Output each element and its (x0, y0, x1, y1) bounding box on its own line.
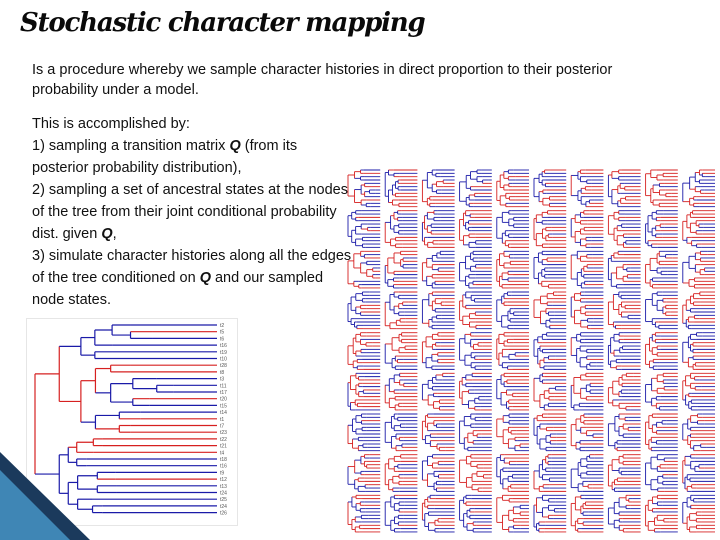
sampled-history-thumbnail (422, 455, 454, 492)
steps-heading: This is accomplished by: (32, 116, 190, 132)
sampled-history-thumbnail (683, 373, 715, 410)
tree-tip-label: t28 (220, 363, 227, 370)
sampled-history-thumbnail (348, 333, 380, 370)
sampled-history-thumbnail (646, 251, 678, 288)
sampled-history-thumbnail (571, 495, 603, 532)
tree-tip-label: t20 (220, 396, 227, 403)
sampled-history-thumbnail (385, 414, 417, 451)
sampled-history-thumbnail (683, 211, 715, 248)
sampled-history-thumbnail (646, 292, 678, 329)
sampled-history-thumbnail (460, 333, 492, 370)
tree-tip-label: t11 (220, 383, 227, 390)
tree-tip-label: t16 (220, 463, 227, 470)
sampled-history-thumbnail (608, 251, 640, 288)
sampled-history-thumbnail (646, 495, 678, 532)
sampled-history-thumbnail (460, 455, 492, 492)
tree-tip-label: t1 (220, 416, 225, 423)
sampled-history-thumbnail (683, 455, 715, 492)
sampled-history-thumbnail (683, 495, 715, 532)
sampled-history-thumbnail (683, 414, 715, 451)
sampled-history-thumbnail (497, 495, 529, 532)
sampled-history-thumbnail (534, 292, 566, 329)
sampled-history-thumbnail (348, 455, 380, 492)
sampled-history-thumbnail (608, 292, 640, 329)
sampled-history-thumbnail (348, 292, 380, 329)
tree-tip-label: t13 (220, 483, 227, 490)
sampled-history-thumbnail (497, 414, 529, 451)
sampled-history-thumbnail (460, 170, 492, 207)
sampled-history-thumbnail (422, 251, 454, 288)
steps-block (32, 113, 352, 311)
sampled-history-thumbnail (608, 373, 640, 410)
sampled-history-thumbnail (646, 414, 678, 451)
tree-tip-label: t15 (220, 403, 227, 410)
sampled-history-thumbnail (385, 333, 417, 370)
sampled-history-thumbnail (608, 211, 640, 248)
sampled-history-thumbnail (385, 292, 417, 329)
sampled-history-thumbnail (460, 251, 492, 288)
step-1: 1) sampling a transition matrix Q (from its posterior probability distribution), (32, 138, 298, 176)
sampled-history-thumbnail (571, 170, 603, 207)
sampled-history-thumbnail (571, 251, 603, 288)
sampled-history-thumbnail (348, 414, 380, 451)
sampled-history-thumbnail (646, 211, 678, 248)
sampled-history-thumbnail (571, 211, 603, 248)
sampled-history-thumbnail (646, 455, 678, 492)
sampled-history-thumbnail (497, 211, 529, 248)
sampled-history-thumbnail (497, 455, 529, 492)
sampled-history-thumbnail (646, 373, 678, 410)
sampled-history-thumbnail (497, 251, 529, 288)
sampled-history-thumbnail (534, 333, 566, 370)
sampled-history-thumbnail (385, 495, 417, 532)
tree-tip-label: t22 (220, 436, 227, 443)
sampled-history-thumbnail (460, 373, 492, 410)
sampled-history-thumbnail (348, 251, 380, 288)
sampled-history-thumbnail (497, 170, 529, 207)
sampled-history-thumbnail (534, 495, 566, 532)
sampled-history-thumbnail (348, 170, 380, 207)
grid-svg (346, 168, 718, 534)
sampled-history-thumbnail (385, 373, 417, 410)
sampled-history-thumbnail (422, 495, 454, 532)
intro-paragraph: Is a procedure whereby we sample character histories in direct proportion to their posterior probability under a model. (32, 62, 613, 98)
step-3: 3) simulate character histories along all the edges of the tree conditioned on Q and our sampled node states. (32, 248, 352, 308)
tree-tip-label: t25 (220, 497, 227, 504)
sampled-history-thumbnail (571, 455, 603, 492)
sampled-history-thumbnail (534, 170, 566, 207)
sampled-history-thumbnail (646, 333, 678, 370)
sampled-history-thumbnail (608, 333, 640, 370)
sampled-history-thumbnail (422, 211, 454, 248)
sampled-history-thumbnail (534, 414, 566, 451)
tree-tip-label: t24 (220, 490, 227, 497)
sampled-history-thumbnail (608, 495, 640, 532)
sampled-history-thumbnail (460, 495, 492, 532)
sampled-history-thumbnail (608, 170, 640, 207)
tree-tip-label: t10 (220, 356, 227, 363)
sampled-history-thumbnail (534, 373, 566, 410)
sampled-history-thumbnail (385, 211, 417, 248)
sampled-histories-grid-figure (346, 168, 718, 534)
tree-tip-label: t19 (220, 349, 227, 356)
sampled-history-thumbnail (608, 455, 640, 492)
sampled-history-thumbnail (683, 251, 715, 288)
sampled-history-thumbnail (422, 333, 454, 370)
tree-tip-label: t2 (220, 323, 225, 329)
tree-tip-label: t4 (220, 450, 225, 457)
sampled-history-thumbnail (571, 292, 603, 329)
sampled-history-thumbnail (571, 333, 603, 370)
sampled-history-thumbnail (348, 373, 380, 410)
sampled-history-thumbnail (348, 495, 380, 532)
slide-title: Stochastic character mapping (20, 8, 425, 38)
tree-tip-label: t9 (220, 470, 225, 477)
tree-tip-label: t24 (220, 503, 227, 510)
tree-tip-label: t5 (220, 329, 225, 336)
sampled-history-thumbnail (497, 373, 529, 410)
step-2: 2) sampling a set of ancestral states at the nodes of the tree from their joint conditional probability dist. given Q, (32, 182, 348, 242)
sampled-history-thumbnail (534, 251, 566, 288)
sampled-history-thumbnail (422, 414, 454, 451)
tree-tip-label: t18 (220, 457, 227, 463)
sampled-history-thumbnail (385, 251, 417, 288)
sampled-history-thumbnail (385, 455, 417, 492)
corner-decoration (0, 452, 90, 540)
sampled-history-thumbnail (422, 170, 454, 207)
sampled-history-thumbnail (460, 211, 492, 248)
sampled-history-thumbnail (534, 211, 566, 248)
tree-tip-label: t17 (220, 390, 227, 396)
tree-tip-label: t16 (220, 343, 227, 350)
tree-tip-label: t21 (220, 443, 227, 450)
tree-tip-label: t3 (220, 376, 225, 383)
sampled-history-thumbnail (422, 292, 454, 329)
sampled-history-thumbnail (385, 170, 417, 207)
tree-tip-label: t14 (220, 410, 227, 417)
tree-tip-label: t12 (220, 477, 227, 484)
sampled-history-thumbnail (497, 333, 529, 370)
sampled-history-thumbnail (683, 292, 715, 329)
sampled-history-thumbnail (571, 373, 603, 410)
sampled-history-thumbnail (683, 333, 715, 370)
sampled-history-thumbnail (646, 170, 678, 207)
sampled-history-thumbnail (422, 373, 454, 410)
tree-tip-label: t8 (220, 369, 225, 376)
corner-light-shape (0, 470, 70, 540)
tree-tip-label: t26 (220, 510, 227, 517)
sampled-history-thumbnail (460, 292, 492, 329)
sampled-history-thumbnail (534, 455, 566, 492)
sampled-history-thumbnail (683, 170, 715, 207)
sampled-history-thumbnail (608, 414, 640, 451)
tree-tip-label: t7 (220, 423, 225, 430)
sampled-history-thumbnail (460, 414, 492, 451)
sampled-history-thumbnail (348, 211, 380, 248)
tree-tip-label: t23 (220, 430, 227, 437)
tree-tip-label: t6 (220, 336, 225, 343)
sampled-history-thumbnail (571, 414, 603, 451)
sampled-history-thumbnail (497, 292, 529, 329)
